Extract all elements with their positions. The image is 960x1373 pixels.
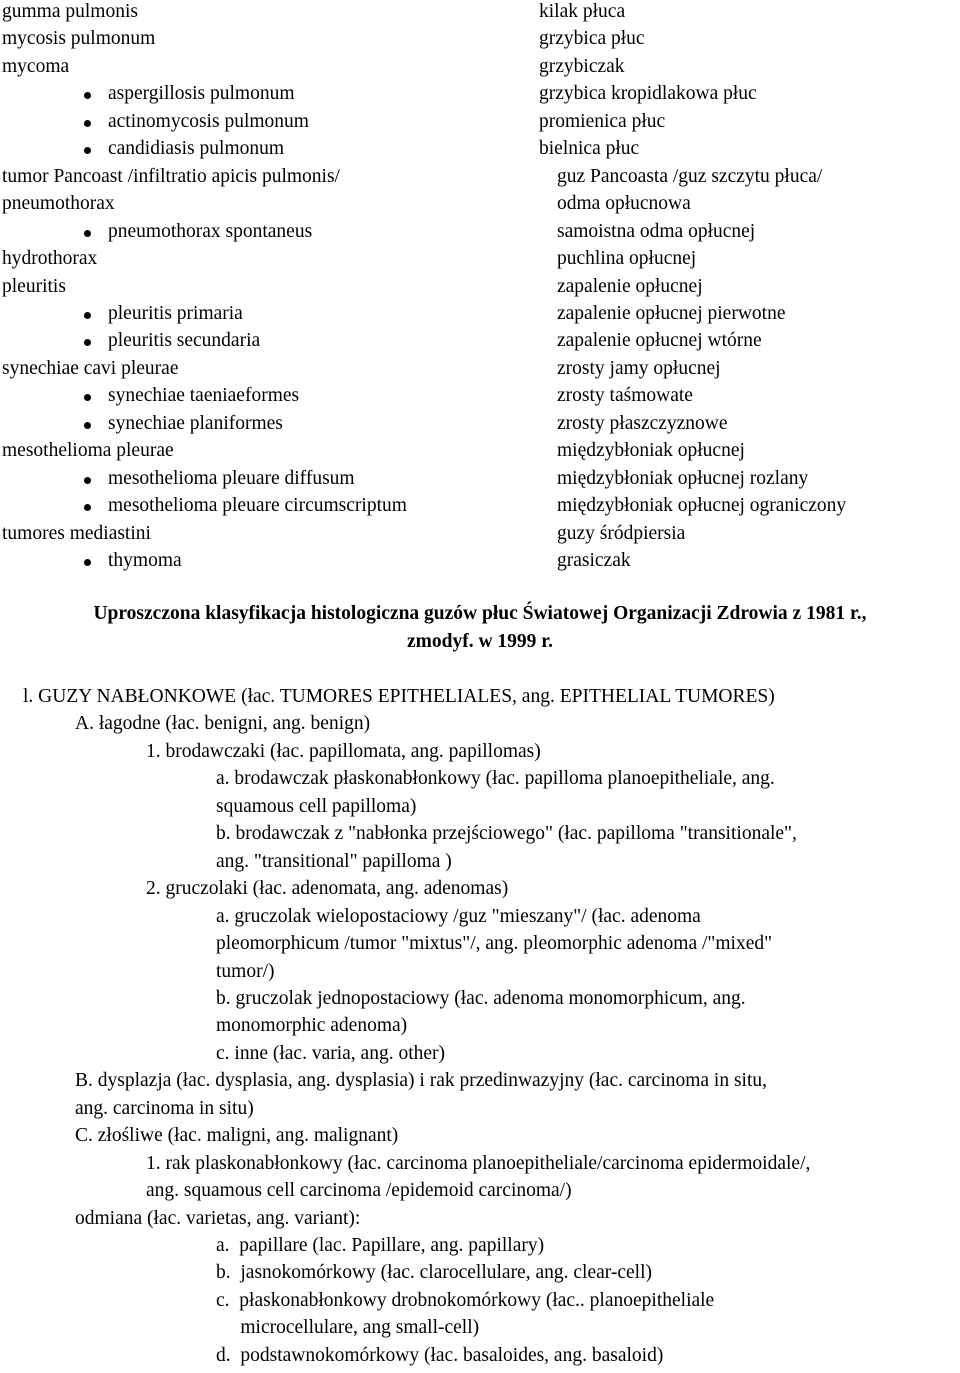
latin-term: mesothelioma pleuare diffusum: [108, 467, 355, 489]
term-row: [0, 355, 960, 383]
polish-term: kilak płuca: [539, 1, 626, 22]
classification-line: 2. gruczolaki (łac. adenomata, ang. adenomas): [146, 878, 509, 900]
term-row: [0, 520, 960, 548]
polish-term: puchlina opłucnej: [557, 248, 697, 270]
latin-term: hydrothorax: [2, 248, 98, 270]
classification-heading: [0, 600, 960, 655]
classification-line: microcellulare, ang small-cell): [216, 1317, 480, 1339]
latin-term: candidiasis pulmonum: [108, 138, 285, 160]
latin-term: synechiae cavi pleurae: [2, 357, 179, 379]
latin-term: mycosis pulmonum: [2, 28, 156, 50]
term-row: [0, 0, 960, 26]
latin-term: synechiae planiformes: [108, 412, 283, 434]
term-row: [0, 135, 960, 163]
classification-line: b. brodawczak z "nabłonka przejściowego" (łac. papilloma "transitionale",: [216, 823, 797, 845]
bullet-icon: [84, 504, 91, 511]
polish-term: grasiczak: [557, 550, 631, 571]
term-row: [0, 53, 960, 81]
polish-term: zapalenie opłucnej: [557, 275, 703, 297]
polish-term: międzybłoniak opłucnej rozlany: [557, 467, 809, 489]
classification-line: A. łagodne (łac. benigni, ang. benign): [75, 713, 371, 735]
polish-term: zrosty jamy opłucnej: [557, 357, 721, 379]
latin-term: actinomycosis pulmonum: [108, 110, 309, 132]
latin-term: pneumothorax: [2, 193, 115, 215]
classification-line: l. GUZY NABŁONKOWE (łac. TUMORES EPITHELIALES, ang. EPITHELIAL TUMORES): [23, 686, 775, 707]
bullet-icon: [84, 230, 91, 237]
term-row: [0, 80, 960, 108]
classification-line: b. jasnokomórkowy (łac. clarocellulare, ang. clear-cell): [216, 1262, 652, 1284]
term-row: [0, 492, 960, 520]
term-row: [0, 437, 960, 465]
heading-line-1: Uproszczona klasyfikacja histologiczna guzów płuc Światowej Organizacji Zdrowia z 1981 r.,: [93, 603, 867, 624]
term-row: [0, 163, 960, 191]
latin-term: mesothelioma pleurae: [2, 440, 174, 462]
term-row: [0, 108, 960, 136]
term-row: [0, 327, 960, 355]
term-row: [0, 245, 960, 273]
heading-line-2: zmodyf. w 1999 r.: [406, 630, 554, 652]
polish-term: bielnica płuc: [539, 138, 640, 160]
classification-line: c. płaskonabłonkowy drobnokomórkowy (łac.. planoepitheliale: [216, 1289, 715, 1311]
polish-term: międzybłoniak opłucnej: [557, 440, 745, 462]
classification-line: c. inne (łac. varia, ang. other): [216, 1042, 446, 1064]
polish-term: promienica płuc: [539, 110, 666, 132]
polish-term: zrosty płaszczyznowe: [557, 412, 728, 434]
latin-term: mesothelioma pleuare circumscriptum: [108, 495, 407, 517]
latin-term: mycoma: [2, 55, 70, 77]
polish-term: grzybica płuc: [539, 28, 645, 50]
term-row: [0, 273, 960, 301]
classification-line: ang. squamous cell carcinoma /epidemoid carcinoma/): [146, 1180, 572, 1202]
polish-term: grzybica kropidlakowa płuc: [539, 83, 757, 105]
classification-line: a. brodawczak płaskonabłonkowy (łac. papilloma planoepitheliale, ang.: [216, 768, 775, 790]
latin-term: tumor Pancoast /infiltratio apicis pulmonis/: [2, 165, 340, 187]
polish-term: guzy śródpiersia: [557, 522, 686, 544]
term-row: [0, 218, 960, 246]
classification-line: b. gruczolak jednopostaciowy (łac. adenoma monomorphicum, ang.: [216, 987, 746, 1009]
bullet-icon: [84, 422, 91, 429]
latin-term: pleuritis primaria: [108, 302, 243, 324]
classification-line: squamous cell papilloma): [216, 795, 417, 817]
bullet-icon: [84, 394, 91, 401]
polish-term: zapalenie opłucnej pierwotne: [557, 302, 786, 324]
term-row: [0, 547, 960, 575]
classification-line: a. gruczolak wielopostaciowy /guz "mieszany"/ (łac. adenoma: [216, 905, 701, 927]
bullet-icon: [84, 92, 91, 99]
classification-line: B. dysplazja (łac. dysplasia, ang. dysplasia) i rak przedinwazyjny (łac. carcinoma in situ,: [75, 1070, 768, 1092]
classification-line: d. podstawnokomórkowy (łac. basaloides, ang. basaloid): [216, 1344, 664, 1366]
latin-term: tumores mediastini: [2, 522, 151, 544]
classification-line: a. papillare (lac. Papillare, ang. papillary): [216, 1235, 545, 1256]
polish-term: guz Pancoasta /guz szczytu płuca/: [557, 165, 823, 187]
polish-term: zapalenie opłucnej wtórne: [557, 330, 762, 352]
bullet-icon: [84, 477, 91, 484]
latin-term: thymoma: [108, 550, 182, 571]
classification-line: C. złośliwe (łac. maligni, ang. malignant): [75, 1125, 399, 1147]
term-row: [0, 465, 960, 493]
polish-term: odma opłucnowa: [557, 193, 691, 215]
classification-line: 1. brodawczaki (łac. papillomata, ang. papillomas): [146, 740, 541, 762]
latin-term: aspergillosis pulmonum: [108, 83, 295, 105]
latin-term: pleuritis: [2, 275, 66, 297]
classification-line: odmiana (łac. varietas, ang. variant):: [75, 1207, 361, 1229]
polish-term: międzybłoniak opłucnej ograniczony: [557, 495, 847, 517]
bullet-icon: [84, 312, 91, 319]
classification-line: ang. carcinoma in situ): [75, 1097, 254, 1119]
bullet-icon: [84, 120, 91, 127]
term-row: [0, 190, 960, 218]
polish-term: grzybiczak: [539, 55, 625, 77]
classification-line: 1. rak plaskonabłonkowy (łac. carcinoma planoepitheliale/carcinoma epidermoidale/,: [146, 1152, 811, 1174]
latin-term: pleuritis secundaria: [108, 330, 261, 352]
term-row: [0, 25, 960, 53]
term-row: [0, 410, 960, 438]
polish-term: samoistna odma opłucnej: [557, 220, 756, 242]
bullet-icon: [84, 559, 91, 566]
latin-term: pneumothorax spontaneus: [108, 220, 313, 242]
latin-term: gumma pulmonis: [2, 1, 138, 22]
term-row: [0, 300, 960, 328]
classification-line: monomorphic adenoma): [216, 1015, 408, 1037]
bullet-icon: [84, 339, 91, 346]
polish-term: zrosty taśmowate: [557, 385, 693, 407]
term-row: [0, 382, 960, 410]
latin-term: synechiae taeniaeformes: [108, 385, 300, 407]
classification-line: tumor/): [216, 960, 275, 982]
classification-line: ang. "transitional" papilloma ): [216, 850, 452, 872]
bullet-icon: [84, 147, 91, 154]
classification-line: pleomorphicum /tumor "mixtus"/, ang. pleomorphic adenoma /"mixed": [216, 933, 773, 955]
